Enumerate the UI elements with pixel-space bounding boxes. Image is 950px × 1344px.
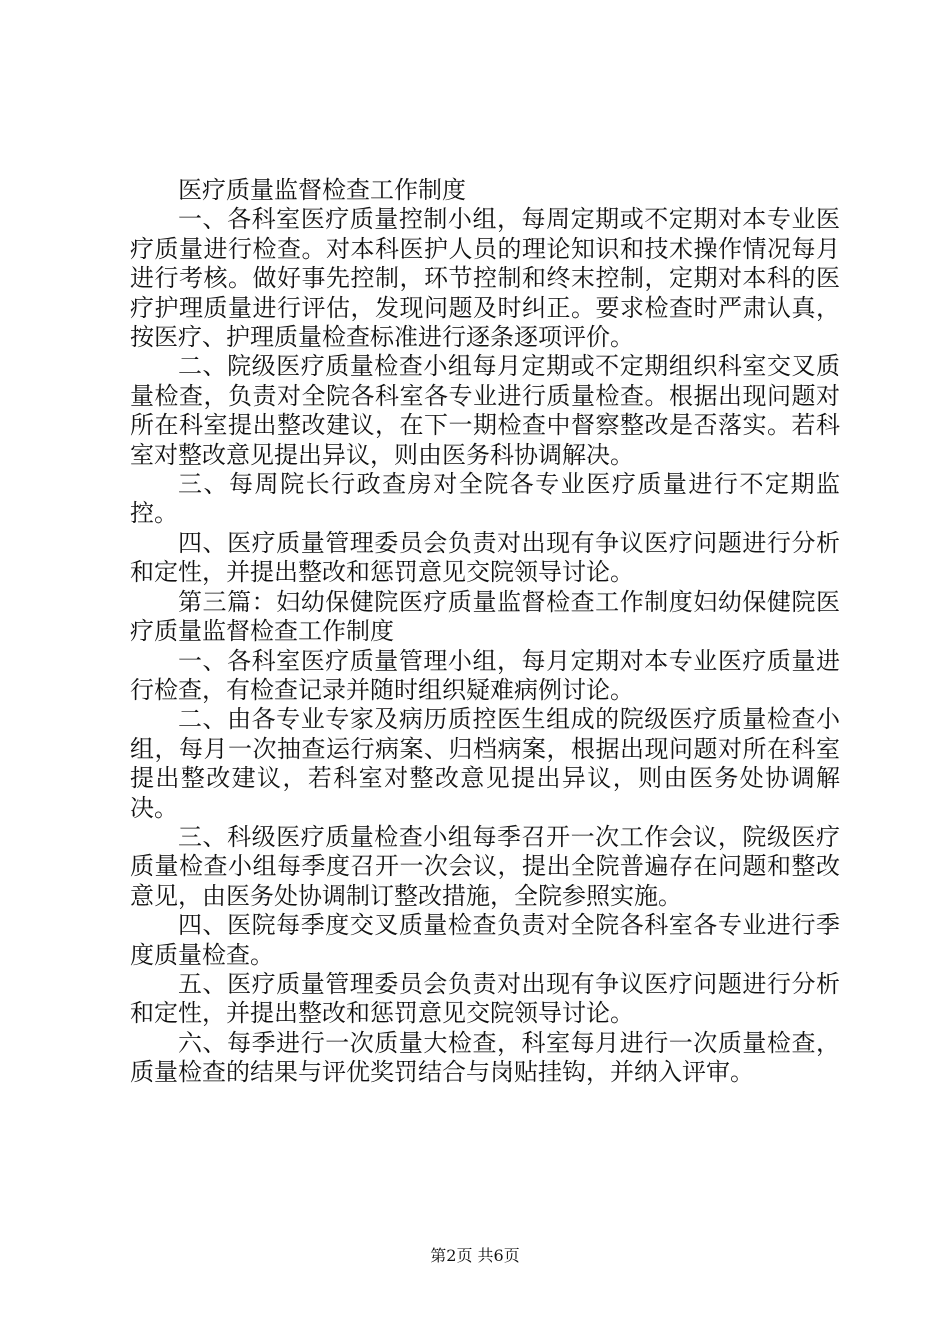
- section-heading: 第三篇：妇幼保健院医疗质量监督检查工作制度妇幼保健院医疗质量监督检查工作制度: [130, 587, 840, 646]
- paragraph: 一、各科室医疗质量管理小组，每月定期对本专业医疗质量进行检查，有检查记录并随时组织疑难病例讨论。: [130, 646, 840, 704]
- document-title: 医疗质量监督检查工作制度: [178, 176, 466, 204]
- paragraph: 三、科级医疗质量检查小组每季召开一次工作会议，院级医疗质量检查小组每季度召开一次会议，提出全院普遍存在问题和整改意见，由医务处协调制订整改措施，全院参照实施。: [130, 822, 840, 910]
- paragraph: 三、每周院长行政查房对全院各专业医疗质量进行不定期监控。: [130, 470, 840, 528]
- paragraph: 二、院级医疗质量检查小组每月定期或不定期组织科室交叉质量检查，负责对全院各科室各专业进行质量检查。根据出现问题对所在科室提出整改建议，在下一期检查中督察整改是否落实。若科室对整改意见提出异议，则由医务科协调解决。: [130, 352, 840, 469]
- paragraph: 五、医疗质量管理委员会负责对出现有争议医疗问题进行分析和定性，并提出整改和惩罚意见交院领导讨论。: [130, 969, 840, 1028]
- paragraph: 一、各科室医疗质量控制小组，每周定期或不定期对本专业医疗质量进行检查。对本科医护人员的理论知识和技术操作情况每月进行考核。做好事先控制，环节控制和终末控制，定期对本科的医疗护理质量进行评估，发现问题及时纠正。要求检查时严肃认真，按医疗、护理质量检查标准进行逐条逐项评价。: [130, 205, 840, 352]
- paragraph: 四、医疗质量管理委员会负责对出现有争议医疗问题进行分析和定性，并提出整改和惩罚意见交院领导讨论。: [130, 528, 840, 587]
- page-number-footer: 第2页 共6页: [430, 1246, 520, 1265]
- paragraph: 二、由各专业专家及病历质控医生组成的院级医疗质量检查小组，每月一次抽查运行病案、归档病案，根据出现问题对所在科室提出整改建议，若科室对整改意见提出异议，则由医务处协调解决。: [130, 705, 840, 822]
- paragraph: 六、每季进行一次质量大检查，科室每月进行一次质量检查，质量检查的结果与评优奖罚结合与岗贴挂钩，并纳入评审。: [130, 1028, 840, 1087]
- document-body: [130, 176, 840, 1088]
- paragraph: 四、医院每季度交叉质量检查负责对全院各科室各专业进行季度质量检查。: [130, 911, 840, 969]
